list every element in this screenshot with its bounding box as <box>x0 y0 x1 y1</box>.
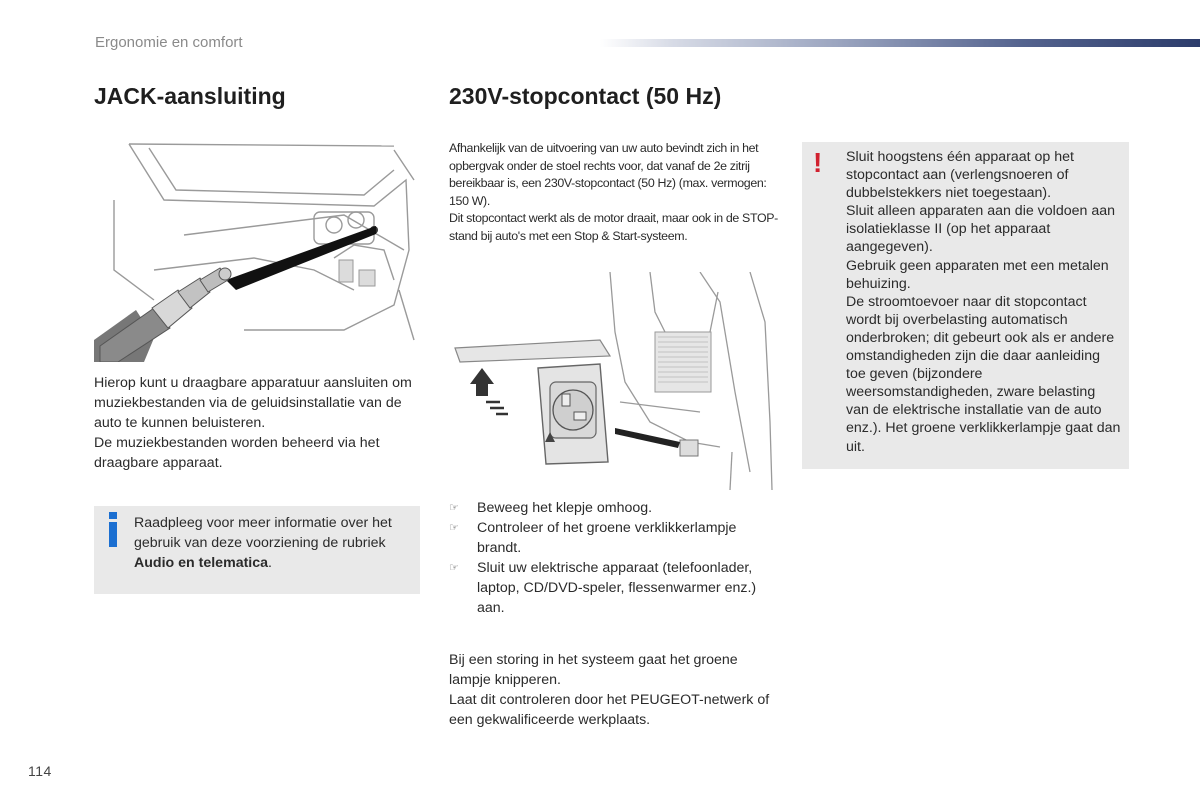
warning-line: De stroomtoevoer naar dit stopcontact wordt bij overbelasting automatisch onderbroken; dit gebeurt ook als er andere omstandigheden zijn die daar aanleiding toe geven (bijzondere weersomstandigheden, zware belasting van de elektrische installatie van de auto enz.). Het groene verklikkerlampje gaat dan uit. <box>846 293 1121 455</box>
jack-section-title: JACK-aansluiting <box>94 83 286 109</box>
warning-line: Gebruik geen apparaten met een metalen behuizing. <box>846 257 1109 292</box>
socket-illustration <box>450 272 776 490</box>
warning-line: Sluit hoogstens één apparaat op het stopcontact aan (verlengsnoeren of dubbelstekkers niet toegestaan). <box>846 149 1074 202</box>
jack-paragraph: De muziekbestanden worden beheerd via het draagbare apparaat. <box>94 435 380 471</box>
jack-paragraph: Hierop kunt u draagbare apparatuur aansluiten om muziekbestanden via de geluidsinstallatie van de auto te kunnen beluisteren. <box>94 375 412 431</box>
socket-intro-paragraph: Dit stopcontact werkt als de motor draait, maar ook in de STOP-stand bij auto's met een Stop & Start-systeem. <box>449 211 778 243</box>
jack-plug-illustration <box>94 140 419 362</box>
pointing-hand-bullet-icon: ☞ <box>449 562 459 574</box>
info-text-bold-reference: Audio en telematica <box>134 555 269 571</box>
page-number: 114 <box>28 763 52 779</box>
warning-text <box>846 148 1122 456</box>
header-gradient-bar <box>600 39 1200 47</box>
socket-closing-text <box>449 650 779 730</box>
closing-paragraph: Laat dit controleren door het PEUGEOT-netwerk of een gekwalificeerde werkplaats. <box>449 692 770 728</box>
step-text: Sluit uw elektrische apparaat (telefoonlader, laptop, CD/DVD-speler, flessenwarmer enz.) aan. <box>477 560 757 616</box>
socket-intro <box>449 140 779 246</box>
info-text-start: Raadpleeg voor meer informatie over het gebruik van deze voorziening de rubriek <box>134 515 392 551</box>
list-item <box>449 498 769 518</box>
step-text: Beweeg het klepje omhoog. <box>477 500 653 516</box>
pointing-hand-bullet-icon: ☞ <box>449 502 459 514</box>
socket-section-title: 230V-stopcontact (50 Hz) <box>449 83 722 109</box>
pointing-hand-bullet-icon: ☞ <box>449 522 459 534</box>
socket-intro-paragraph: Afhankelijk van de uitvoering van uw auto bevindt zich in het opbergvak onder de stoel rechts voor, dat vanaf de 2e zitrij bereikbaar is, een 230V-stopcontact (50 Hz) (max. vermogen: 150 W). <box>449 141 767 208</box>
warning-icon: ! <box>813 147 823 178</box>
list-item <box>449 518 769 558</box>
info-text-end: . <box>268 555 272 571</box>
warning-line: Sluit alleen apparaten aan die voldoen aan isolatieklasse II (op het apparaat aangegeven). <box>846 203 1115 256</box>
steps-list <box>449 498 769 618</box>
list-item <box>449 558 769 618</box>
closing-paragraph: Bij een storing in het systeem gaat het groene lampje knipperen. <box>449 652 738 688</box>
info-icon <box>107 511 119 547</box>
step-text: Controleer of het groene verklikkerlampje brandt. <box>477 520 737 556</box>
jack-description <box>94 373 419 473</box>
info-text <box>134 513 404 573</box>
section-label: Ergonomie en comfort <box>95 34 243 51</box>
